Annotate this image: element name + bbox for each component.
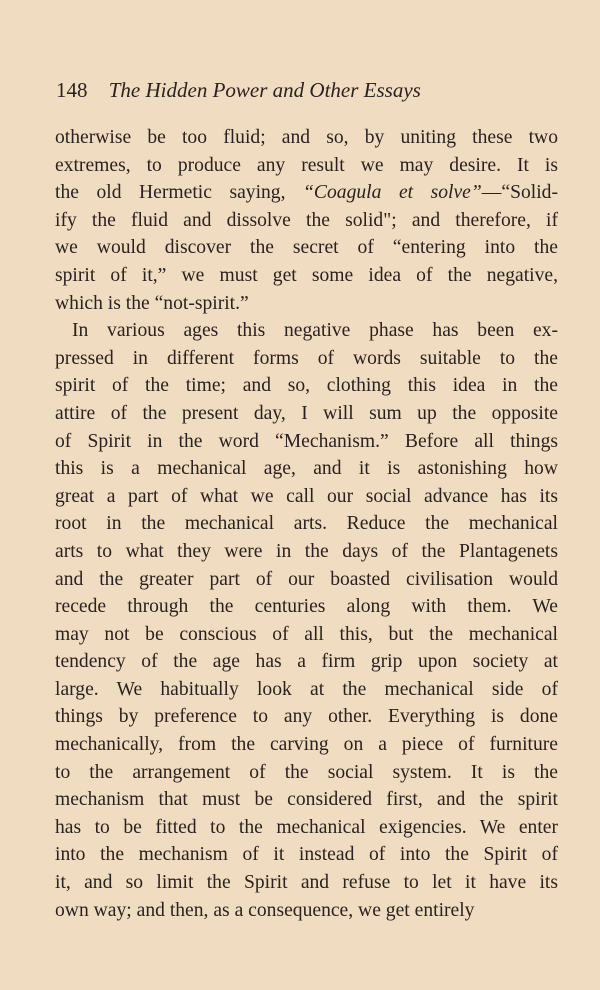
text-line: attire of the present day, I will sum up the opposite [55,402,558,424]
text-line: tendency of the age has a firm grip upon society at [55,651,558,673]
text-line: which is the “not-spirit.” [55,292,249,314]
text-line: it, and so limit the Spirit and refuse to let it have its [55,872,558,894]
page-number: 148 [56,78,88,102]
text-line: into the mechanism of it instead of into the Spirit of [55,844,558,866]
text-line: arts to what they were in the days of the Plantagenets [55,540,558,562]
text-line: extremes, to produce any result we may desire. It is [55,154,558,176]
line3-italic: “Coagula et solve” [303,182,482,204]
text-line: large. We habitually look at the mechanical side of [55,678,558,700]
text-line: of Spirit in the word “Mechanism.” Before all things [55,430,558,452]
text-line: spirit of the time; and so, clothing this idea in the [55,375,558,397]
text-line: own way; and then, as a consequence, we get entirely [55,899,475,921]
running-header [56,78,421,103]
text-line: spirit of it,” we must get some idea of the negative, [55,264,558,286]
text-line: and the greater part of our boasted civilisation would [55,568,558,590]
text-line: recede through the centuries along with them. We [55,596,558,618]
running-title: The Hidden Power and Other Essays [108,78,421,102]
text-line: great a part of what we call our social advance has its [55,485,558,507]
text-line: In various ages this negative phase has been ex- [72,320,558,342]
page-body-text [55,124,558,924]
text-line: root in the mechanical arts. Reduce the mechanical [55,513,558,535]
text-line: otherwise be too fluid; and so, by uniting these two [55,127,558,148]
text-line [55,179,558,207]
text-line: mechanically, from the carving on a piece of furniture [55,734,558,756]
text-line: has to be fitted to the mechanical exigencies. We enter [55,816,558,838]
line3-post: —“Solid- [481,182,558,204]
text-line: this is a mechanical age, and it is astonishing how [55,458,558,480]
text-line: to the arrangement of the social system. It is the [55,761,558,783]
text-line: may not be conscious of all this, but the mechanical [55,623,558,645]
text-line: mechanism that must be considered first, and the spirit [55,789,558,811]
text-line: things by preference to any other. Everything is done [55,706,558,728]
text-line: we would discover the secret of “entering into the [55,237,558,259]
line3-pre: the old Hermetic saying, [55,182,304,204]
text-line: pressed in different forms of words suitable to the [55,347,558,369]
text-line: ify the fluid and dissolve the solid"; and therefore, if [55,209,558,231]
